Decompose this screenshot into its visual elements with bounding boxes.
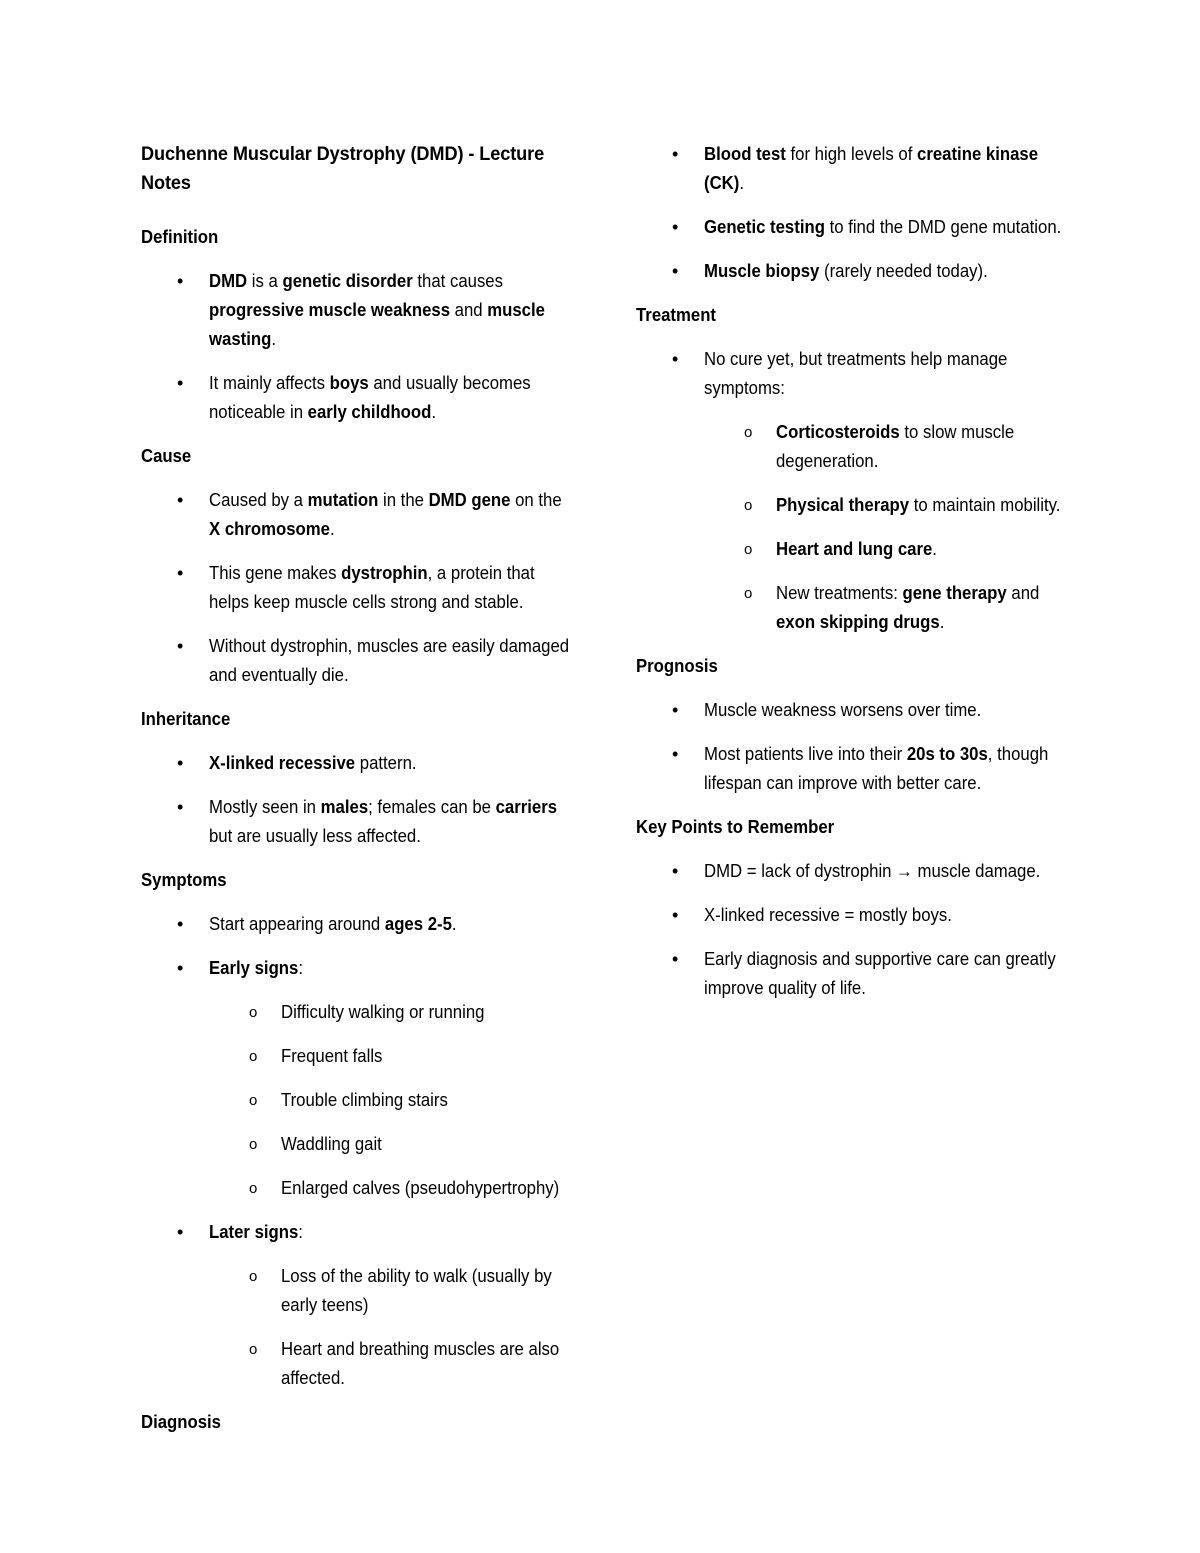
disc-bullet-icon: • [672, 144, 679, 164]
sub-bullet-text: Frequent falls [281, 1046, 383, 1066]
sub-bullet-text: Physical therapy to maintain mobility. [776, 495, 1061, 515]
disc-bullet-icon: • [672, 261, 679, 281]
sub-bullet-text: New treatments: gene therapy and exon skipping drugs. [776, 583, 1040, 632]
sub-bullet-list [141, 1262, 570, 1393]
sub-bullet-item [141, 1086, 570, 1115]
sub-bullet-item [636, 491, 1070, 520]
disc-bullet-icon: • [177, 373, 184, 393]
circle-bullet-icon: o [744, 541, 753, 558]
bullet-text: DMD is a genetic disorder that causes progressive muscle weakness and muscle wasting. [209, 271, 545, 349]
right-column-sections [636, 140, 1070, 1003]
section-heading: Definition [141, 227, 219, 247]
disc-bullet-icon: • [177, 490, 184, 510]
circle-bullet-icon: o [249, 1341, 258, 1358]
section-heading: Cause [141, 446, 192, 466]
bullet-list [141, 267, 570, 427]
sub-bullet-item [636, 579, 1070, 637]
bullet-text: Most patients live into their 20s to 30s, though lifespan can improve with better care. [704, 744, 1049, 793]
bullet-text: Mostly seen in males; females can be carriers but are usually less affected. [209, 797, 558, 846]
sub-bullet-text: Loss of the ability to walk (usually by early teens) [281, 1266, 552, 1315]
circle-bullet-icon: o [249, 1048, 258, 1065]
bullet-text: Muscle weakness worsens over time. [704, 700, 982, 720]
sub-bullet-text: Trouble climbing stairs [281, 1090, 448, 1110]
bullet-text: Early diagnosis and supportive care can greatly improve quality of life. [704, 949, 1056, 998]
bullet-list [141, 910, 570, 1393]
disc-bullet-icon: • [672, 217, 679, 237]
bullet-item [636, 345, 1070, 637]
bullet-text: Blood test for high levels of creatine kinase (CK). [704, 144, 1039, 193]
bullet-item [636, 213, 1070, 242]
bullet-text: Later signs: [209, 1222, 303, 1242]
sub-bullet-list [636, 418, 1070, 637]
sub-bullet-item [141, 1130, 570, 1159]
bullet-list [636, 345, 1070, 637]
section-heading: Symptoms [141, 870, 227, 890]
bullet-text: DMD = lack of dystrophin → muscle damage. [704, 861, 1041, 881]
circle-bullet-icon: o [249, 1092, 258, 1109]
document-title: Duchenne Muscular Dystrophy (DMD) - Lecture Notes [141, 143, 545, 194]
bullet-text: Start appearing around ages 2-5. [209, 914, 457, 934]
bullet-item [141, 910, 570, 939]
bullet-text: No cure yet, but treatments help manage symptoms: [704, 349, 1008, 398]
sub-bullet-text: Heart and breathing muscles are also affected. [281, 1339, 560, 1388]
bullet-item [141, 267, 570, 354]
disc-bullet-icon: • [177, 753, 184, 773]
bullet-text: It mainly affects boys and usually becomes noticeable in early childhood. [209, 373, 531, 422]
bullet-text: Genetic testing to find the DMD gene mutation. [704, 217, 1062, 237]
sub-bullet-item [636, 418, 1070, 476]
disc-bullet-icon: • [177, 563, 184, 583]
disc-bullet-icon: • [672, 349, 679, 369]
left-column-sections [141, 224, 570, 1436]
bullet-list [636, 140, 1070, 286]
circle-bullet-icon: o [744, 585, 753, 602]
bullet-item [636, 696, 1070, 725]
bullet-list [141, 749, 570, 851]
bullet-list [636, 696, 1070, 798]
bullet-item [636, 740, 1070, 798]
disc-bullet-icon: • [672, 861, 679, 881]
circle-bullet-icon: o [249, 1180, 258, 1197]
bullet-item [636, 257, 1070, 286]
sub-bullet-list [141, 998, 570, 1203]
disc-bullet-icon: • [672, 744, 679, 764]
right-column [600, 0, 1200, 1019]
bullet-item [141, 369, 570, 427]
bullet-item [141, 1218, 570, 1393]
sub-bullet-text: Corticosteroids to slow muscle degeneration. [776, 422, 1015, 471]
disc-bullet-icon: • [177, 914, 184, 934]
bullet-text: Without dystrophin, muscles are easily damaged and eventually die. [209, 636, 570, 685]
bullet-item [636, 945, 1070, 1003]
section-heading: Inheritance [141, 709, 231, 729]
disc-bullet-icon: • [177, 958, 184, 978]
disc-bullet-icon: • [672, 700, 679, 720]
sub-bullet-text: Difficulty walking or running [281, 1002, 485, 1022]
disc-bullet-icon: • [177, 1222, 184, 1242]
section-heading: Key Points to Remember [636, 817, 835, 837]
sub-bullet-item [141, 1262, 570, 1320]
circle-bullet-icon: o [744, 497, 753, 514]
bullet-text: X-linked recessive = mostly boys. [704, 905, 952, 925]
disc-bullet-icon: • [672, 949, 679, 969]
circle-bullet-icon: o [249, 1268, 258, 1285]
bullet-item [141, 559, 570, 617]
bullet-item [141, 954, 570, 1203]
sub-bullet-text: Enlarged calves (pseudohypertrophy) [281, 1178, 560, 1198]
sub-bullet-text: Heart and lung care. [776, 539, 937, 559]
bullet-item [636, 140, 1070, 198]
circle-bullet-icon: o [249, 1004, 258, 1021]
bullet-text: Early signs: [209, 958, 303, 978]
bullet-list [141, 486, 570, 690]
circle-bullet-icon: o [744, 424, 753, 441]
bullet-item [141, 793, 570, 851]
bullet-text: Caused by a mutation in the DMD gene on the X chromosome. [209, 490, 562, 539]
bullet-item [636, 901, 1070, 930]
disc-bullet-icon: • [672, 905, 679, 925]
bullet-text: Muscle biopsy (rarely needed today). [704, 261, 988, 281]
sub-bullet-item [636, 535, 1070, 564]
bullet-item [141, 632, 570, 690]
bullet-item [141, 749, 570, 778]
sub-bullet-item [141, 998, 570, 1027]
bullet-text: X-linked recessive pattern. [209, 753, 417, 773]
bullet-item [636, 857, 1070, 886]
section-heading: Treatment [636, 305, 717, 325]
bullet-list [636, 857, 1070, 1003]
left-column [0, 0, 600, 1452]
disc-bullet-icon: • [177, 636, 184, 656]
disc-bullet-icon: • [177, 271, 184, 291]
sub-bullet-item [141, 1335, 570, 1393]
sub-bullet-item [141, 1042, 570, 1071]
disc-bullet-icon: • [177, 797, 184, 817]
section-heading: Prognosis [636, 656, 718, 676]
section-heading: Diagnosis [141, 1412, 222, 1432]
bullet-item [141, 486, 570, 544]
sub-bullet-item [141, 1174, 570, 1203]
circle-bullet-icon: o [249, 1136, 258, 1153]
sub-bullet-text: Waddling gait [281, 1134, 382, 1154]
bullet-text: This gene makes dystrophin, a protein that helps keep muscle cells strong and stable. [209, 563, 535, 612]
